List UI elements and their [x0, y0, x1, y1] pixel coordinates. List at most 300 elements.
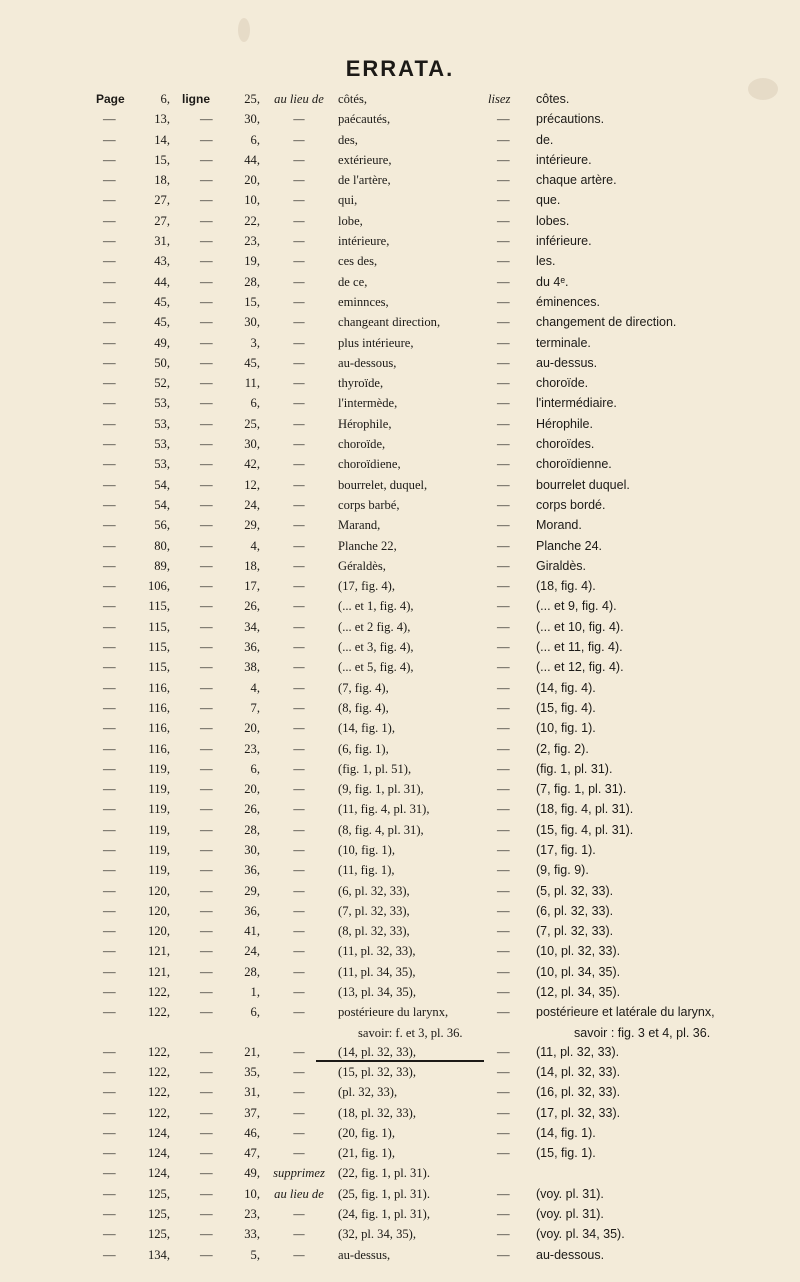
dash-mark: — [103, 741, 116, 756]
correct-text: les. [536, 254, 556, 269]
dash-mark: — [200, 234, 213, 249]
dash-mark: — [200, 1146, 213, 1161]
correct-text: (11, pl. 32, 33). [536, 1044, 620, 1059]
dash-mark: — [497, 193, 510, 208]
errata-row [0, 719, 800, 739]
dash-mark: — [293, 315, 305, 330]
page-number: 15, [154, 152, 170, 167]
correct-text: (... et 10, fig. 4). [536, 619, 624, 634]
page-number: 119, [148, 863, 170, 878]
dash-mark: — [200, 599, 213, 614]
errata-row [0, 679, 800, 699]
line-number: 28, [244, 964, 260, 979]
correct-text: précautions. [536, 112, 605, 127]
wrong-text: (10, fig. 1), [338, 842, 396, 857]
page-number: 122, [147, 1064, 170, 1079]
page-number: 120, [147, 883, 170, 898]
errata-row [0, 942, 800, 962]
correct-text: côtes. [536, 92, 570, 106]
dash-mark: — [497, 599, 510, 614]
correct-text: (9, fig. 9). [536, 863, 589, 878]
page-number: 122, [147, 985, 170, 1000]
errata-row [0, 313, 800, 333]
correct-text-cont: savoir : fig. 3 et 4, pl. 36. [574, 1025, 711, 1040]
dash-mark: — [200, 1166, 213, 1181]
line-number: 41, [244, 924, 260, 939]
line-number: 26, [244, 599, 260, 614]
wrong-text: (14, fig. 1), [338, 721, 396, 736]
line-number: 31, [244, 1085, 260, 1100]
page-number: 54, [154, 477, 170, 492]
instruction-label: supprimez [273, 1166, 325, 1181]
errata-row [0, 638, 800, 658]
correct-text: (... et 12, fig. 4). [536, 660, 624, 675]
correct-text: (6, pl. 32, 33). [536, 903, 614, 918]
dash-mark: — [103, 1207, 116, 1222]
page-number: 43, [154, 254, 170, 269]
wrong-text: (32, pl. 34, 35), [338, 1227, 417, 1242]
dash-mark: — [200, 924, 213, 939]
correct-text: corps bordé. [536, 497, 606, 512]
line-number: 10, [244, 193, 260, 208]
dash-mark: — [497, 457, 510, 472]
wrong-text: (6, fig. 1), [338, 741, 389, 756]
dash-mark: — [497, 396, 510, 411]
page-number: 124, [147, 1125, 170, 1140]
dash-mark: — [293, 294, 305, 309]
dash-mark: — [200, 152, 213, 167]
dash-mark: — [293, 234, 305, 249]
paper-stain [238, 18, 250, 42]
correct-text: (15, fig. 4). [536, 700, 596, 715]
line-number: 28, [244, 822, 260, 837]
dash-mark: — [497, 1207, 510, 1222]
dash-mark: — [103, 1044, 116, 1059]
dash-mark: — [497, 1186, 510, 1201]
page-number: 115, [148, 660, 170, 675]
dash-mark: — [200, 761, 213, 776]
page-number: 119, [148, 802, 170, 817]
line-number: 18, [244, 558, 260, 573]
dash-mark: — [200, 680, 213, 695]
correct-text: (... et 9, fig. 4). [536, 599, 617, 614]
dash-mark: — [200, 193, 213, 208]
page-number: 115, [148, 619, 170, 634]
dash-mark: — [293, 1005, 305, 1020]
line-number: 36, [244, 640, 260, 655]
dash-mark: — [103, 315, 116, 330]
wrong-text: (11, pl. 32, 33), [338, 944, 416, 959]
errata-row [0, 191, 800, 211]
wrong-text: eminnces, [338, 294, 389, 309]
line-number: 3, [250, 335, 260, 350]
errata-row [0, 1083, 800, 1103]
dash-mark: — [293, 558, 305, 573]
correct-text: de. [536, 132, 554, 147]
dash-mark: — [103, 1064, 116, 1079]
correct-text: (15, fig. 4, pl. 31). [536, 822, 634, 837]
dash-mark: — [293, 1085, 305, 1100]
dash-mark: — [293, 355, 305, 370]
line-number: 7, [250, 700, 260, 715]
page-number: 115, [148, 599, 170, 614]
page-number: 119, [148, 822, 170, 837]
dash-mark: — [200, 1247, 213, 1262]
page-number: 125, [147, 1207, 170, 1222]
wrong-text: (7, pl. 32, 33), [338, 903, 410, 918]
line-number: 15, [244, 294, 260, 309]
page-title: ERRATA. [345, 56, 455, 81]
dash-mark: — [103, 335, 116, 350]
dash-mark: — [103, 1186, 116, 1201]
page-number: 115, [148, 640, 170, 655]
dash-mark: — [497, 294, 510, 309]
dash-mark: — [103, 538, 116, 553]
dash-mark: — [103, 599, 116, 614]
dash-mark: — [497, 660, 510, 675]
dash-mark: — [103, 619, 116, 634]
line-number: 49, [244, 1166, 260, 1181]
errata-row [0, 354, 800, 374]
dash-mark: — [200, 721, 213, 736]
dash-mark: — [200, 985, 213, 1000]
errata-row [0, 516, 800, 536]
errata-row [0, 1024, 800, 1043]
line-number: 26, [244, 802, 260, 817]
wrong-text: (14, pl. 32, 33), [338, 1044, 417, 1059]
dash-mark: — [497, 883, 510, 898]
correct-text: (... et 11, fig. 4). [536, 640, 623, 655]
dash-mark: — [293, 457, 305, 472]
correct-text: (5, pl. 32, 33). [536, 883, 614, 898]
dash-mark: — [497, 924, 510, 939]
dash-mark: — [103, 173, 116, 188]
dash-mark: — [497, 376, 510, 391]
dash-mark: — [200, 842, 213, 857]
dash-mark: — [103, 822, 116, 837]
wrong-text: extérieure, [338, 152, 392, 167]
line-number: 30, [244, 112, 260, 127]
errata-row [0, 151, 800, 171]
correct-text: choroïde. [536, 376, 589, 391]
dash-mark: — [103, 680, 116, 695]
wrong-text: (21, fig. 1), [338, 1146, 396, 1161]
correct-text: du 4ᵉ. [536, 274, 569, 289]
dash-mark: — [293, 152, 305, 167]
dash-mark: — [103, 1166, 116, 1181]
dash-mark: — [103, 660, 116, 675]
dash-mark: — [200, 213, 213, 228]
dash-mark: — [200, 640, 213, 655]
dash-mark: — [497, 964, 510, 979]
line-number: 36, [244, 903, 260, 918]
wrong-text: Hérophile, [338, 416, 392, 431]
line-number: 4, [250, 538, 260, 553]
page-number: 14, [154, 132, 170, 147]
dash-mark: — [200, 538, 213, 553]
dash-mark: — [497, 1125, 510, 1140]
dash-mark: — [293, 640, 305, 655]
dash-mark: — [103, 1105, 116, 1120]
correct-text: (voy. pl. 31). [536, 1186, 604, 1201]
dash-mark: — [497, 315, 510, 330]
dash-mark: — [293, 985, 305, 1000]
dash-mark: — [200, 1105, 213, 1120]
correct-text: Planche 24. [536, 538, 603, 553]
errata-row [0, 415, 800, 435]
errata-row [0, 800, 800, 820]
dash-mark: — [103, 457, 116, 472]
line-label: ligne [182, 92, 211, 106]
dash-mark: — [103, 1125, 116, 1140]
line-number: 20, [244, 782, 260, 797]
page-number: 116, [148, 700, 170, 715]
correct-text: (10, fig. 1). [536, 721, 596, 736]
correct-text: (12, pl. 34, 35). [536, 985, 621, 1000]
dash-mark: — [103, 558, 116, 573]
dash-mark: — [293, 964, 305, 979]
dash-mark: — [200, 254, 213, 269]
dash-mark: — [497, 355, 510, 370]
dash-mark: — [293, 173, 305, 188]
dash-mark: — [103, 376, 116, 391]
line-number: 4, [250, 680, 260, 695]
dash-mark: — [103, 355, 116, 370]
correct-text: Giraldès. [536, 558, 587, 573]
dash-mark: — [293, 944, 305, 959]
correct-text: (7, pl. 32, 33). [536, 924, 614, 939]
dash-mark: — [103, 193, 116, 208]
wrong-text: (7, fig. 4), [338, 680, 389, 695]
wrong-text: de l'artère, [338, 173, 391, 188]
dash-mark: — [103, 883, 116, 898]
dash-mark: — [103, 761, 116, 776]
dash-mark: — [293, 416, 305, 431]
dash-mark: — [293, 254, 305, 269]
page-number: 122, [147, 1085, 170, 1100]
dash-mark: — [200, 802, 213, 817]
dash-mark: — [497, 213, 510, 228]
wrong-text: changeant direction, [338, 315, 441, 330]
dash-mark: — [497, 1105, 510, 1120]
dash-mark: — [200, 944, 213, 959]
wrong-text: lobe, [338, 213, 363, 228]
errata-row [0, 1225, 800, 1245]
wrong-text: (... et 2 fig. 4), [338, 619, 411, 634]
errata-row [0, 476, 800, 496]
page-number: 116, [148, 721, 170, 736]
errata-row [0, 1144, 800, 1164]
line-number: 6, [250, 1005, 260, 1020]
line-number: 29, [244, 518, 260, 533]
errata-row [0, 922, 800, 942]
wrong-text: (pl. 32, 33), [338, 1085, 398, 1100]
errata-row [0, 780, 800, 800]
errata-row [0, 131, 800, 151]
dash-mark: — [200, 315, 213, 330]
line-number: 44, [244, 152, 260, 167]
line-number: 35, [244, 1064, 260, 1079]
dash-mark: — [103, 477, 116, 492]
errata-row [0, 293, 800, 313]
correct-text: choroïdes. [536, 437, 595, 452]
errata-table [0, 90, 800, 1266]
dash-mark: — [103, 1005, 116, 1020]
dash-mark: — [200, 294, 213, 309]
correct-text: (14, pl. 32, 33). [536, 1064, 621, 1079]
dash-mark: — [200, 1005, 213, 1020]
dash-mark: — [200, 619, 213, 634]
dash-mark: — [293, 335, 305, 350]
errata-row [0, 435, 800, 455]
page-number: 53, [154, 416, 170, 431]
errata-row [0, 1246, 800, 1266]
dash-mark: — [200, 1227, 213, 1242]
page-label: Page [96, 92, 125, 106]
dash-mark: — [497, 173, 510, 188]
wrong-text: ces des, [338, 254, 378, 269]
wrong-text: (20, fig. 1), [338, 1125, 396, 1140]
dash-mark: — [293, 1044, 305, 1059]
errata-row [0, 537, 800, 557]
dash-mark: — [497, 518, 510, 533]
line-number: 21, [244, 1044, 260, 1059]
dash-mark: — [200, 1186, 213, 1201]
line-number: 29, [244, 883, 260, 898]
dash-mark: — [293, 1146, 305, 1161]
wrong-text: (17, fig. 4), [338, 579, 396, 594]
correct-text: postérieure et latérale du larynx, [536, 1005, 715, 1020]
dash-mark: — [497, 741, 510, 756]
line-number: 38, [244, 660, 260, 675]
dash-mark: — [497, 1146, 510, 1161]
dash-mark: — [497, 538, 510, 553]
errata-row [0, 110, 800, 130]
dash-mark: — [497, 1227, 510, 1242]
dash-mark: — [293, 883, 305, 898]
line-number: 6, [250, 761, 260, 776]
wrong-text: (... et 5, fig. 4), [338, 660, 414, 675]
wrong-text: de ce, [338, 274, 368, 289]
page-number: 80, [154, 538, 170, 553]
dash-mark: — [200, 782, 213, 797]
line-number: 47, [244, 1146, 260, 1161]
correct-text: au-dessous. [536, 1247, 605, 1262]
correct-text: choroïdienne. [536, 457, 612, 472]
page-number: 13, [154, 112, 170, 127]
line-number: 23, [244, 1207, 260, 1222]
dash-mark: — [497, 700, 510, 715]
wrong-text: (fig. 1, pl. 51), [338, 761, 412, 776]
dash-mark: — [293, 863, 305, 878]
errata-row [0, 597, 800, 617]
page-number: 54, [154, 497, 170, 512]
correct-text: lobes. [536, 213, 570, 228]
page-number: 116, [148, 741, 170, 756]
errata-row [0, 212, 800, 232]
correct-text: (18, fig. 4, pl. 31). [536, 802, 634, 817]
dash-mark: — [200, 274, 213, 289]
dash-mark: — [103, 802, 116, 817]
instruction-label: au lieu de [274, 1186, 324, 1201]
page-number: 56, [154, 518, 170, 533]
dash-mark: — [497, 112, 510, 127]
page-number: 134, [147, 1247, 170, 1262]
correct-text: (voy. pl. 34, 35). [536, 1227, 625, 1242]
dash-mark: — [293, 274, 305, 289]
page-number: 124, [147, 1166, 170, 1181]
page-number: 89, [154, 558, 170, 573]
dash-mark: — [497, 132, 510, 147]
page-number: 50, [154, 355, 170, 370]
dash-mark: — [200, 396, 213, 411]
dash-mark: — [293, 376, 305, 391]
dash-mark: — [103, 579, 116, 594]
dash-mark: — [293, 1207, 305, 1222]
line-number: 1, [250, 985, 260, 1000]
errata-row [0, 374, 800, 394]
dash-mark: — [103, 782, 116, 797]
dash-mark: — [293, 761, 305, 776]
wrong-text: postérieure du larynx, [338, 1005, 449, 1020]
dash-mark: — [200, 477, 213, 492]
line-number: 20, [244, 173, 260, 188]
dash-mark: — [103, 640, 116, 655]
dash-mark: — [200, 376, 213, 391]
errata-row [0, 232, 800, 252]
line-number: 30, [244, 437, 260, 452]
dash-mark: — [293, 518, 305, 533]
dash-mark: — [293, 437, 305, 452]
dash-mark: — [200, 497, 213, 512]
wrong-text: plus intérieure, [338, 335, 414, 350]
dash-mark: — [497, 761, 510, 776]
wrong-text: Géraldès, [338, 558, 386, 573]
line-number: 24, [244, 944, 260, 959]
wrong-text: (18, pl. 32, 33), [338, 1105, 417, 1120]
wrong-text: (22, fig. 1, pl. 31). [338, 1166, 430, 1181]
errata-row [0, 861, 800, 881]
dash-mark: — [200, 883, 213, 898]
page-number: 122, [147, 1105, 170, 1120]
errata-row [0, 273, 800, 293]
dash-mark: — [200, 1085, 213, 1100]
correct-text: (10, pl. 34, 35). [536, 964, 621, 979]
correct-text: (10, pl. 32, 33). [536, 944, 621, 959]
dash-mark: — [103, 294, 116, 309]
dash-mark: — [103, 842, 116, 857]
dash-mark: — [497, 1005, 510, 1020]
errata-row [0, 658, 800, 678]
dash-mark: — [200, 518, 213, 533]
page-number: 125, [147, 1227, 170, 1242]
wrong-text: (24, fig. 1, pl. 31), [338, 1207, 430, 1222]
page-number: 45, [154, 315, 170, 330]
dash-mark: — [103, 254, 116, 269]
dash-mark: — [497, 437, 510, 452]
errata-row [0, 1164, 800, 1184]
correct-text: Hérophile. [536, 416, 593, 431]
line-number: 23, [244, 741, 260, 756]
dash-mark: — [200, 335, 213, 350]
wrong-text: (15, pl. 32, 33), [338, 1064, 417, 1079]
wrong-text: intérieure, [338, 234, 390, 249]
page-number: 119, [148, 842, 170, 857]
dash-mark: — [293, 782, 305, 797]
dash-mark: — [103, 518, 116, 533]
page-number: 31, [154, 234, 170, 249]
dash-mark: — [200, 700, 213, 715]
